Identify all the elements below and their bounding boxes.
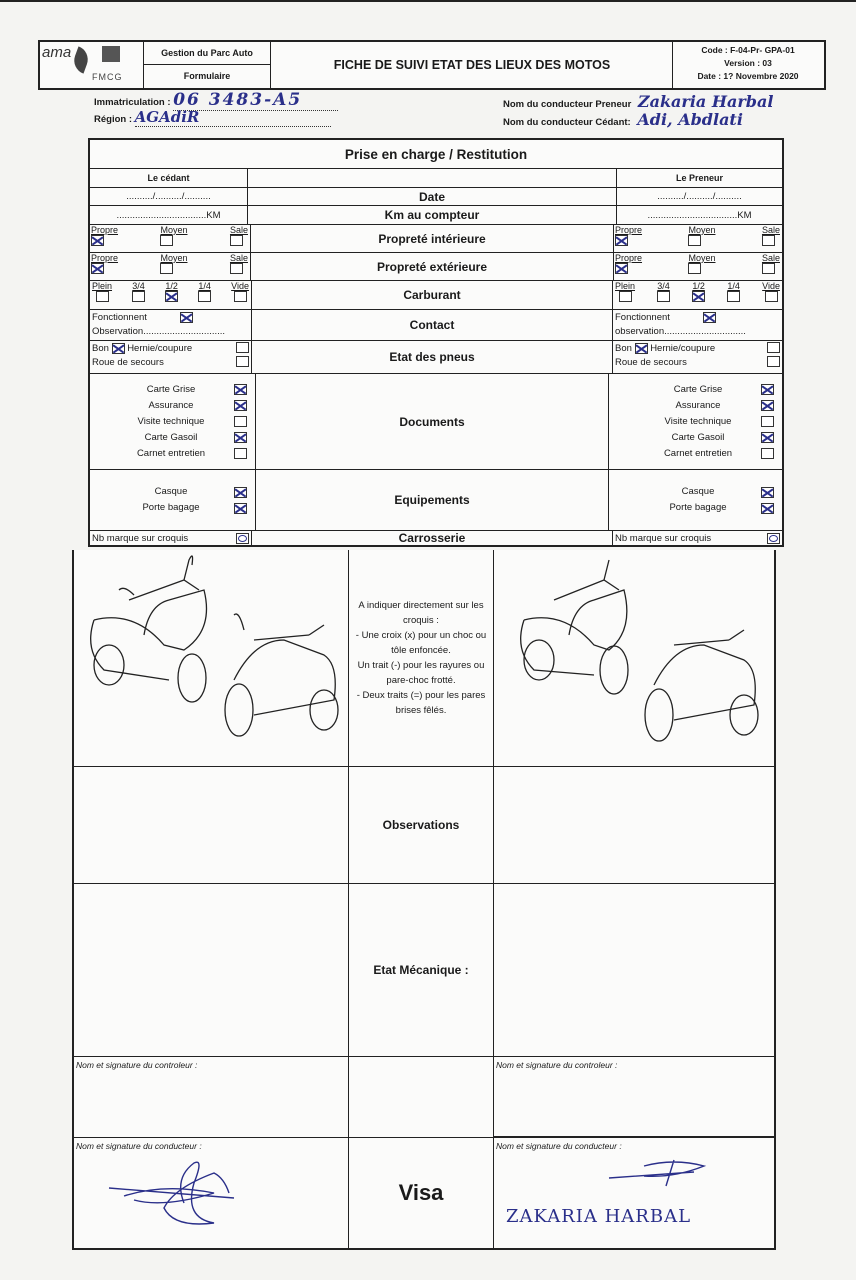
doc-item: Carnet entretien <box>643 446 774 462</box>
km-label: Km au compteur <box>248 206 617 224</box>
doc-date: Date : 1? Novembre 2020 <box>697 71 799 81</box>
roue-label: Roue de secours <box>92 357 164 368</box>
table-row-pneus <box>90 341 782 374</box>
immatriculation-label: Immatriculation : <box>94 97 171 108</box>
preneur-carburant-options <box>613 281 782 309</box>
preneur-conducteur-signature[interactable] <box>494 1138 774 1248</box>
cedant-croquis[interactable] <box>74 550 349 766</box>
cedant-carburant-options <box>90 281 252 309</box>
preneur-observations-input[interactable] <box>494 767 774 883</box>
checkbox-carnet-entretien[interactable] <box>761 448 774 459</box>
hernie-label: Hernie/coupure <box>127 343 193 354</box>
checkbox-3-4[interactable] <box>132 291 145 302</box>
doc-version: Version : 03 <box>724 58 772 68</box>
table-row-carburant <box>90 281 782 310</box>
table-row <box>90 169 782 188</box>
col-cedant-header: Le cédant <box>90 169 248 187</box>
doc-item: Visite technique <box>116 414 247 430</box>
lower-section <box>72 550 776 1250</box>
preneur-km-input[interactable]: ..................................KM <box>647 209 752 221</box>
cedant-documents <box>90 374 256 469</box>
fonctionnent-label: Fonctionnent <box>615 312 670 323</box>
inspection-table <box>88 138 784 547</box>
scooter-sketch-icon <box>74 550 344 760</box>
cedant-nb-marque <box>90 531 252 545</box>
contact-label: Contact <box>252 310 613 340</box>
checkbox-vide[interactable] <box>234 291 247 302</box>
table-row-proprete-ext <box>90 253 782 281</box>
equip-item: Casque <box>643 484 774 500</box>
option-propre: Propre <box>615 225 642 252</box>
bon-label: Bon <box>615 343 632 354</box>
preneur-controleur-signature[interactable] <box>494 1057 774 1137</box>
checkbox-assurance[interactable] <box>761 400 774 411</box>
doc-item: Assurance <box>116 398 247 414</box>
checkbox-propre[interactable] <box>615 263 628 274</box>
checkbox-moyen[interactable] <box>688 235 701 246</box>
logo-text: ama <box>42 44 72 61</box>
checkbox-porte-bagage[interactable] <box>761 503 774 514</box>
preneur-value[interactable]: Zakaria Harbal <box>637 92 774 111</box>
checkbox-propre[interactable] <box>91 263 104 274</box>
cedant-controleur-signature[interactable] <box>74 1057 349 1137</box>
documents-label: Documents <box>256 374 609 469</box>
equip-item: Porte bagage <box>643 500 774 516</box>
region-field[interactable] <box>94 108 331 127</box>
cedant-date-input[interactable]: ........../........../.......... <box>90 188 248 205</box>
option-sale: Sale <box>762 253 780 280</box>
checkbox-fonctionnent[interactable] <box>703 312 716 323</box>
preneur-proprete-ext-options <box>614 253 782 280</box>
checkbox-casque[interactable] <box>761 487 774 498</box>
checkbox-3-4[interactable] <box>657 291 670 302</box>
controleur-row <box>74 1056 774 1137</box>
cedant-proprete-ext-options <box>90 253 251 280</box>
checkbox-hernie[interactable] <box>236 342 249 353</box>
checkbox-carnet-entretien[interactable] <box>234 448 247 459</box>
table-row-contact <box>90 310 782 341</box>
checkbox-1-2[interactable] <box>692 291 705 302</box>
doc-item: Carnet entretien <box>116 446 247 462</box>
checkbox-propre[interactable] <box>91 235 104 246</box>
preneur-pneus <box>613 341 782 373</box>
col-preneur-header: Le Preneur <box>675 173 724 183</box>
instruction-line: Un trait (-) pour les rayures ou pare-choc frotté. <box>357 660 485 686</box>
checkbox-plein[interactable] <box>96 291 109 302</box>
checkbox-hernie[interactable] <box>767 342 780 353</box>
nb-marque-label: Nb marque sur croquis <box>92 532 189 544</box>
doc-item: Carte Gasoil <box>116 430 247 446</box>
cedant-pneus <box>90 341 252 373</box>
equipements-label: Equipements <box>256 470 609 530</box>
preneur-proprete-int-options <box>614 225 782 252</box>
instruction-line: A indiquer directement sur les croquis : <box>358 600 484 626</box>
checkbox-propre[interactable] <box>615 235 628 246</box>
cedant-contact <box>90 310 252 340</box>
checkbox-fonctionnent[interactable] <box>180 312 193 323</box>
option-vide: Vide <box>762 281 780 309</box>
document-header <box>38 40 826 90</box>
preneur-croquis[interactable] <box>494 550 774 766</box>
visa-label: Visa <box>349 1138 494 1248</box>
option-propre: Propre <box>91 225 118 252</box>
option-sale: Sale <box>230 225 248 252</box>
carrosserie-label: Carrosserie <box>252 531 613 545</box>
signature-icon <box>104 1158 254 1228</box>
company-logo <box>40 42 144 88</box>
checkbox-casque[interactable] <box>234 487 247 498</box>
croquis-instructions <box>349 550 494 766</box>
roue-label: Roue de secours <box>615 357 687 368</box>
proprete-ext-label: Propreté extérieure <box>251 253 614 280</box>
proprete-int-label: Propreté intérieure <box>251 225 614 252</box>
leaf-icon <box>70 46 91 73</box>
checkbox-1-2[interactable] <box>165 291 178 302</box>
doc-item: Visite technique <box>643 414 774 430</box>
option-3-4: 3/4 <box>657 281 670 309</box>
hernie-label: Hernie/coupure <box>650 343 716 354</box>
page-top-edge <box>0 0 856 2</box>
option-propre: Propre <box>91 253 118 280</box>
checkbox-carte-gasoil[interactable] <box>761 432 774 443</box>
controleur-label: Nom et signature du controleur : <box>76 1060 198 1070</box>
checkbox-bon[interactable] <box>635 343 648 354</box>
table-row-km <box>90 206 782 225</box>
nb-marque-value-box[interactable] <box>236 533 249 544</box>
table-row-documents <box>90 374 782 470</box>
instruction-line: - Deux traits (=) pour les pares brises fêlés. <box>356 690 486 716</box>
table-row-carrosserie <box>90 531 782 545</box>
doc-item: Assurance <box>643 398 774 414</box>
checkbox-plein[interactable] <box>619 291 632 302</box>
preneur-label: Nom du conducteur Preneur <box>503 99 632 110</box>
checkbox-moyen[interactable] <box>688 263 701 274</box>
checkbox-moyen[interactable] <box>160 263 173 274</box>
visa-cell-top <box>349 1057 494 1137</box>
cedant-value[interactable]: Adi, Abdlati <box>637 110 743 129</box>
option-1-2: 1/2 <box>692 281 705 309</box>
checkbox-visite-technique[interactable] <box>234 416 247 427</box>
region-value[interactable]: AGAdiR <box>135 108 331 127</box>
col-middle-header <box>248 169 617 187</box>
checkbox-carte-grise[interactable] <box>234 384 247 395</box>
checkbox-roue[interactable] <box>767 356 780 367</box>
signature-name: ZAKARIA HARBAL <box>506 1206 692 1227</box>
option-moyen: Moyen <box>688 253 715 280</box>
doc-item: Carte Gasoil <box>643 430 774 446</box>
checkbox-assurance[interactable] <box>234 400 247 411</box>
checkbox-sale[interactable] <box>762 263 775 274</box>
region-label: Région : <box>94 114 132 125</box>
preneur-nb-marque <box>613 531 782 545</box>
controleur-label: Nom et signature du controleur : <box>496 1060 618 1070</box>
option-1-2: 1/2 <box>165 281 178 309</box>
cedant-proprete-int-options <box>90 225 251 252</box>
checkbox-carte-grise[interactable] <box>761 384 774 395</box>
option-plein: Plein <box>615 281 635 309</box>
checkbox-sale[interactable] <box>762 235 775 246</box>
instruction-line: - Une croix (x) pour un choc ou tôle enfoncée. <box>355 630 487 656</box>
doc-type-label: Formulaire <box>144 65 271 88</box>
scooter-sketch-icon <box>494 550 772 760</box>
cedant-label: Nom du conducteur Cédant: <box>503 117 631 128</box>
checkbox-porte-bagage[interactable] <box>234 503 247 514</box>
cedant-conducteur-signature[interactable] <box>74 1138 349 1248</box>
carburant-label: Carburant <box>252 281 613 309</box>
document-meta <box>674 44 822 83</box>
cedant-equipements <box>90 470 256 530</box>
cedant-observations-input[interactable] <box>74 767 349 883</box>
option-vide: Vide <box>231 281 249 309</box>
option-3-4: 3/4 <box>132 281 145 309</box>
croquis-row <box>74 550 774 766</box>
equip-item: Casque <box>116 484 247 500</box>
preneur-date-input[interactable]: ........../........../.......... <box>657 191 742 202</box>
conducteur-row <box>74 1137 774 1248</box>
preneur-mecanique-input[interactable] <box>494 884 774 1056</box>
document-title: FICHE DE SUIVI ETAT DES LIEUX DES MOTOS <box>272 42 673 88</box>
option-1-4: 1/4 <box>727 281 740 309</box>
option-plein: Plein <box>92 281 112 309</box>
table-row-equipements <box>90 470 782 531</box>
fonctionnent-label: Fonctionnent <box>92 312 147 323</box>
preneur-field[interactable] <box>503 92 773 111</box>
checkbox-1-4[interactable] <box>198 291 211 302</box>
fmcg-logo-icon <box>102 46 120 62</box>
checkbox-sale[interactable] <box>230 263 243 274</box>
checkbox-sale[interactable] <box>230 235 243 246</box>
date-label: Date <box>248 188 617 205</box>
checkbox-carte-gasoil[interactable] <box>234 432 247 443</box>
cedant-field[interactable] <box>503 110 743 129</box>
table-heading: Prise en charge / Restitution <box>90 140 782 169</box>
observation-input[interactable]: Observation............................... <box>92 326 226 337</box>
option-sale: Sale <box>230 253 248 280</box>
checkbox-roue[interactable] <box>236 356 249 367</box>
conducteur-label: Nom et signature du conducteur : <box>496 1141 622 1151</box>
logo-brand: FMCG <box>92 72 123 82</box>
observations-row <box>74 766 774 883</box>
conducteur-label: Nom et signature du conducteur : <box>76 1141 202 1151</box>
cedant-mecanique-input[interactable] <box>74 884 349 1056</box>
option-sale: Sale <box>762 225 780 252</box>
option-moyen: Moyen <box>160 253 187 280</box>
preneur-equipements <box>609 470 782 530</box>
cedant-km-input[interactable]: ..................................KM <box>90 206 248 224</box>
checkbox-vide[interactable] <box>765 291 778 302</box>
signature-icon <box>604 1158 724 1188</box>
observations-label: Observations <box>349 767 494 883</box>
preneur-documents <box>609 374 782 469</box>
equip-item: Porte bagage <box>116 500 247 516</box>
checkbox-1-4[interactable] <box>727 291 740 302</box>
table-row-date <box>90 188 782 206</box>
checkbox-bon[interactable] <box>112 343 125 354</box>
bon-label: Bon <box>92 343 109 354</box>
doc-item: Carte Grise <box>643 382 774 398</box>
doc-code: Code : F-04-Pr- GPA-01 <box>701 45 795 55</box>
option-1-4: 1/4 <box>198 281 211 309</box>
department-label: Gestion du Parc Auto <box>144 42 271 65</box>
mecanique-row <box>74 883 774 1056</box>
preneur-contact <box>613 310 782 340</box>
checkbox-moyen[interactable] <box>160 235 173 246</box>
option-propre: Propre <box>615 253 642 280</box>
checkbox-visite-technique[interactable] <box>761 416 774 427</box>
table-row-proprete-int <box>90 225 782 253</box>
mecanique-label: Etat Mécanique : <box>349 884 494 1056</box>
nb-marque-value-box[interactable] <box>767 533 780 544</box>
option-moyen: Moyen <box>160 225 187 252</box>
nb-marque-label: Nb marque sur croquis <box>615 532 712 544</box>
immatriculation-value[interactable]: 06 3483-A5 <box>173 90 338 111</box>
option-moyen: Moyen <box>688 225 715 252</box>
doc-item: Carte Grise <box>116 382 247 398</box>
observation-input[interactable]: observation............................... <box>615 326 746 337</box>
pneus-label: Etat des pneus <box>252 341 613 373</box>
